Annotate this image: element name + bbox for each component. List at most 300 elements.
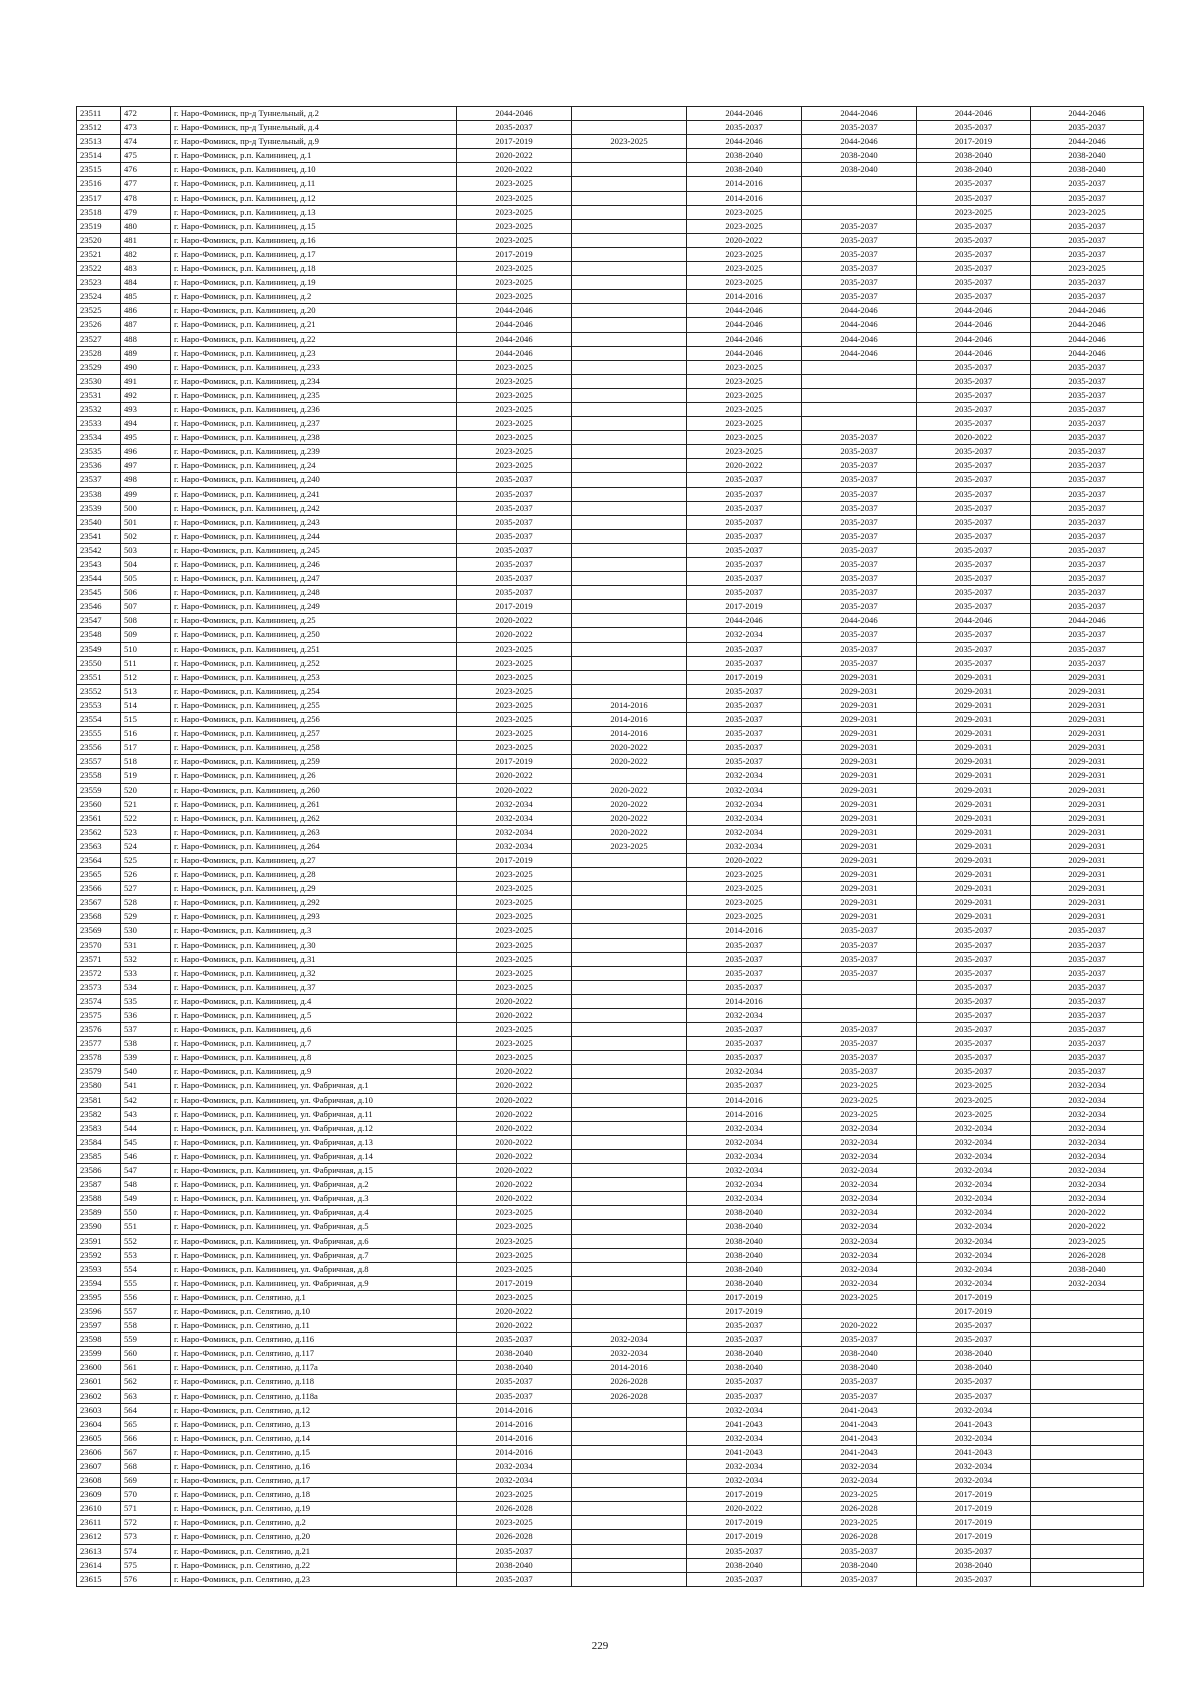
period-cell-1: 2044-2046	[457, 107, 572, 121]
period-cell-1: 2017-2019	[457, 247, 572, 261]
row-id-cell: 23530	[77, 374, 121, 388]
row-number-cell: 486	[121, 304, 171, 318]
period-cell-3: 2014-2016	[687, 177, 802, 191]
row-number-cell: 485	[121, 290, 171, 304]
period-cell-2: 2014-2016	[572, 713, 687, 727]
period-cell-2	[572, 149, 687, 163]
table-row	[77, 1572, 1144, 1586]
period-cell-2	[572, 1319, 687, 1333]
address-cell: г. Наро-Фоминск, р.п. Калининец, д.292	[171, 896, 457, 910]
period-cell-2	[572, 1220, 687, 1234]
row-number-cell: 540	[121, 1065, 171, 1079]
row-id-cell: 23576	[77, 1023, 121, 1037]
row-number-cell: 564	[121, 1403, 171, 1417]
table-row	[77, 882, 1144, 896]
period-cell-2	[572, 572, 687, 586]
table-row	[77, 614, 1144, 628]
row-number-cell: 477	[121, 177, 171, 191]
row-number-cell: 559	[121, 1333, 171, 1347]
period-cell-6	[1031, 1361, 1144, 1375]
period-cell-6: 2035-2037	[1031, 1065, 1144, 1079]
period-cell-1: 2020-2022	[457, 1065, 572, 1079]
period-cell-3: 2038-2040	[687, 1558, 802, 1572]
period-cell-4: 2035-2037	[802, 952, 917, 966]
row-id-cell: 23553	[77, 698, 121, 712]
row-id-cell: 23532	[77, 402, 121, 416]
table-row	[77, 1234, 1144, 1248]
period-cell-3: 2017-2019	[687, 1290, 802, 1304]
period-cell-2	[572, 501, 687, 515]
row-number-cell: 493	[121, 402, 171, 416]
period-cell-5: 2035-2037	[917, 219, 1031, 233]
row-id-cell: 23589	[77, 1206, 121, 1220]
period-cell-6: 2023-2025	[1031, 262, 1144, 276]
period-cell-2	[572, 924, 687, 938]
period-cell-1: 2023-2025	[457, 1220, 572, 1234]
address-cell: г. Наро-Фоминск, р.п. Калининец, д.23	[171, 346, 457, 360]
period-cell-4: 2044-2046	[802, 107, 917, 121]
row-id-cell: 23606	[77, 1445, 121, 1459]
period-cell-3: 2023-2025	[687, 388, 802, 402]
period-cell-3: 2035-2037	[687, 966, 802, 980]
period-cell-4	[802, 191, 917, 205]
period-cell-6: 2035-2037	[1031, 459, 1144, 473]
period-cell-2	[572, 233, 687, 247]
row-number-cell: 554	[121, 1262, 171, 1276]
row-id-cell: 23587	[77, 1178, 121, 1192]
period-cell-6	[1031, 1445, 1144, 1459]
period-cell-4: 2035-2037	[802, 1544, 917, 1558]
address-cell: г. Наро-Фоминск, р.п. Калининец, ул. Фабричная, д.8	[171, 1262, 457, 1276]
period-cell-3: 2044-2046	[687, 346, 802, 360]
address-cell: г. Наро-Фоминск, р.п. Селятино, д.116	[171, 1333, 457, 1347]
period-cell-3: 2017-2019	[687, 600, 802, 614]
row-id-cell: 23595	[77, 1290, 121, 1304]
row-id-cell: 23521	[77, 247, 121, 261]
table-row	[77, 318, 1144, 332]
row-id-cell: 23515	[77, 163, 121, 177]
period-cell-5: 2035-2037	[917, 924, 1031, 938]
period-cell-6: 2032-2034	[1031, 1107, 1144, 1121]
period-cell-3: 2038-2040	[687, 1276, 802, 1290]
table-row	[77, 388, 1144, 402]
period-cell-3: 2020-2022	[687, 1502, 802, 1516]
row-id-cell: 23594	[77, 1276, 121, 1290]
row-id-cell: 23608	[77, 1474, 121, 1488]
period-cell-6	[1031, 1389, 1144, 1403]
table-row	[77, 713, 1144, 727]
table-row	[77, 628, 1144, 642]
period-cell-4: 2035-2037	[802, 938, 917, 952]
period-cell-3: 2032-2034	[687, 628, 802, 642]
period-cell-5: 2032-2034	[917, 1164, 1031, 1178]
period-cell-4	[802, 205, 917, 219]
row-number-cell: 501	[121, 515, 171, 529]
row-id-cell: 23516	[77, 177, 121, 191]
table-row	[77, 177, 1144, 191]
period-cell-1: 2035-2037	[457, 558, 572, 572]
period-cell-4: 2032-2034	[802, 1220, 917, 1234]
period-cell-5: 2032-2034	[917, 1220, 1031, 1234]
row-number-cell: 539	[121, 1051, 171, 1065]
period-cell-2	[572, 1431, 687, 1445]
period-cell-4: 2038-2040	[802, 1347, 917, 1361]
period-cell-4: 2035-2037	[802, 219, 917, 233]
period-cell-6: 2020-2022	[1031, 1220, 1144, 1234]
row-number-cell: 558	[121, 1319, 171, 1333]
address-cell: г. Наро-Фоминск, р.п. Калининец, ул. Фабричная, д.12	[171, 1121, 457, 1135]
period-cell-6: 2029-2031	[1031, 741, 1144, 755]
period-cell-1: 2020-2022	[457, 1192, 572, 1206]
row-id-cell: 23585	[77, 1149, 121, 1163]
row-id-cell: 23556	[77, 741, 121, 755]
period-cell-2	[572, 515, 687, 529]
period-cell-4: 2023-2025	[802, 1093, 917, 1107]
row-id-cell: 23527	[77, 332, 121, 346]
table-row	[77, 797, 1144, 811]
period-cell-3: 2044-2046	[687, 304, 802, 318]
period-cell-4: 2026-2028	[802, 1530, 917, 1544]
period-cell-5: 2029-2031	[917, 727, 1031, 741]
period-cell-6	[1031, 1572, 1144, 1586]
period-cell-3: 2032-2034	[687, 1192, 802, 1206]
table-row	[77, 417, 1144, 431]
row-number-cell: 552	[121, 1234, 171, 1248]
row-number-cell: 502	[121, 529, 171, 543]
period-cell-5: 2041-2043	[917, 1417, 1031, 1431]
row-number-cell: 510	[121, 642, 171, 656]
period-cell-2	[572, 1445, 687, 1459]
period-cell-1: 2032-2034	[457, 825, 572, 839]
period-cell-6: 2032-2034	[1031, 1149, 1144, 1163]
period-cell-1: 2044-2046	[457, 304, 572, 318]
row-number-cell: 550	[121, 1206, 171, 1220]
period-cell-5: 2038-2040	[917, 149, 1031, 163]
period-cell-5: 2017-2019	[917, 1488, 1031, 1502]
period-cell-6: 2023-2025	[1031, 1234, 1144, 1248]
period-cell-3: 2044-2046	[687, 107, 802, 121]
period-cell-4: 2029-2031	[802, 853, 917, 867]
row-id-cell: 23555	[77, 727, 121, 741]
period-cell-3: 2044-2046	[687, 318, 802, 332]
period-cell-3: 2035-2037	[687, 1572, 802, 1586]
table-row	[77, 586, 1144, 600]
period-cell-5: 2029-2031	[917, 868, 1031, 882]
period-cell-1: 2020-2022	[457, 1079, 572, 1093]
table-row	[77, 1023, 1144, 1037]
period-cell-1: 2035-2037	[457, 121, 572, 135]
period-cell-4: 2035-2037	[802, 247, 917, 261]
table-row	[77, 853, 1144, 867]
period-cell-2	[572, 628, 687, 642]
period-cell-3: 2035-2037	[687, 586, 802, 600]
period-cell-3: 2020-2022	[687, 459, 802, 473]
period-cell-4: 2023-2025	[802, 1488, 917, 1502]
address-cell: г. Наро-Фоминск, р.п. Селятино, д.117а	[171, 1361, 457, 1375]
row-number-cell: 536	[121, 1009, 171, 1023]
address-cell: г. Наро-Фоминск, р.п. Калининец, ул. Фабричная, д.1	[171, 1079, 457, 1093]
period-cell-2	[572, 586, 687, 600]
address-cell: г. Наро-Фоминск, р.п. Калининец, д.253	[171, 670, 457, 684]
table-row	[77, 1502, 1144, 1516]
period-cell-3: 2014-2016	[687, 994, 802, 1008]
period-cell-6: 2032-2034	[1031, 1121, 1144, 1135]
row-number-cell: 555	[121, 1276, 171, 1290]
period-cell-6: 2032-2034	[1031, 1164, 1144, 1178]
period-cell-1: 2035-2037	[457, 543, 572, 557]
period-cell-6: 2035-2037	[1031, 445, 1144, 459]
period-cell-2	[572, 1093, 687, 1107]
period-cell-2	[572, 304, 687, 318]
period-cell-2	[572, 558, 687, 572]
row-number-cell: 505	[121, 572, 171, 586]
address-cell: г. Наро-Фоминск, р.п. Калининец, д.259	[171, 755, 457, 769]
table-row	[77, 952, 1144, 966]
period-cell-2	[572, 670, 687, 684]
period-cell-5: 2035-2037	[917, 417, 1031, 431]
period-cell-4: 2041-2043	[802, 1431, 917, 1445]
address-cell: г. Наро-Фоминск, р.п. Калининец, д.263	[171, 825, 457, 839]
period-cell-5: 2023-2025	[917, 1093, 1031, 1107]
address-cell: г. Наро-Фоминск, р.п. Калининец, ул. Фабричная, д.2	[171, 1178, 457, 1192]
period-cell-5: 2044-2046	[917, 614, 1031, 628]
period-cell-4: 2035-2037	[802, 1389, 917, 1403]
row-number-cell: 497	[121, 459, 171, 473]
period-cell-2	[572, 938, 687, 952]
address-cell: г. Наро-Фоминск, р.п. Селятино, д.17	[171, 1474, 457, 1488]
row-id-cell: 23562	[77, 825, 121, 839]
address-cell: г. Наро-Фоминск, р.п. Калининец, д.264	[171, 839, 457, 853]
row-id-cell: 23545	[77, 586, 121, 600]
period-cell-2	[572, 1234, 687, 1248]
period-cell-2	[572, 642, 687, 656]
period-cell-2	[572, 1474, 687, 1488]
period-cell-4: 2044-2046	[802, 318, 917, 332]
period-cell-1: 2038-2040	[457, 1347, 572, 1361]
table-row	[77, 994, 1144, 1008]
period-cell-2	[572, 1530, 687, 1544]
row-id-cell: 23603	[77, 1403, 121, 1417]
period-cell-2	[572, 980, 687, 994]
period-cell-4: 2041-2043	[802, 1445, 917, 1459]
row-number-cell: 557	[121, 1304, 171, 1318]
period-cell-3: 2041-2043	[687, 1445, 802, 1459]
period-cell-6: 2035-2037	[1031, 247, 1144, 261]
period-cell-2	[572, 529, 687, 543]
period-cell-5: 2017-2019	[917, 1530, 1031, 1544]
address-cell: г. Наро-Фоминск, р.п. Калининец, д.18	[171, 262, 457, 276]
row-number-cell: 573	[121, 1530, 171, 1544]
period-cell-4: 2035-2037	[802, 1051, 917, 1065]
period-cell-1: 2020-2022	[457, 1164, 572, 1178]
period-cell-2	[572, 1248, 687, 1262]
period-cell-2	[572, 1460, 687, 1474]
period-cell-5: 2029-2031	[917, 741, 1031, 755]
row-id-cell: 23563	[77, 839, 121, 853]
period-cell-6: 2035-2037	[1031, 628, 1144, 642]
address-cell: г. Наро-Фоминск, р.п. Селятино, д.117	[171, 1347, 457, 1361]
period-cell-2	[572, 1417, 687, 1431]
row-id-cell: 23598	[77, 1333, 121, 1347]
period-cell-1: 2035-2037	[457, 1544, 572, 1558]
period-cell-6	[1031, 1304, 1144, 1318]
period-cell-3: 2035-2037	[687, 1319, 802, 1333]
period-cell-6	[1031, 1558, 1144, 1572]
row-id-cell: 23609	[77, 1488, 121, 1502]
period-cell-6: 2029-2031	[1031, 882, 1144, 896]
row-number-cell: 560	[121, 1347, 171, 1361]
address-cell: г. Наро-Фоминск, р.п. Селятино, д.18	[171, 1488, 457, 1502]
table-row	[77, 149, 1144, 163]
period-cell-4: 2035-2037	[802, 459, 917, 473]
period-cell-2	[572, 388, 687, 402]
period-cell-1: 2017-2019	[457, 853, 572, 867]
period-cell-4: 2032-2034	[802, 1234, 917, 1248]
row-id-cell: 23597	[77, 1319, 121, 1333]
table-row	[77, 980, 1144, 994]
table-row	[77, 1304, 1144, 1318]
period-cell-5: 2017-2019	[917, 1516, 1031, 1530]
period-cell-3: 2035-2037	[687, 1079, 802, 1093]
period-cell-1: 2020-2022	[457, 163, 572, 177]
row-id-cell: 23615	[77, 1572, 121, 1586]
period-cell-5: 2017-2019	[917, 1502, 1031, 1516]
period-cell-5: 2032-2034	[917, 1192, 1031, 1206]
period-cell-1: 2020-2022	[457, 628, 572, 642]
period-cell-6: 2038-2040	[1031, 1262, 1144, 1276]
row-number-cell: 548	[121, 1178, 171, 1192]
period-cell-1: 2020-2022	[457, 1149, 572, 1163]
period-cell-2	[572, 1178, 687, 1192]
row-id-cell: 23519	[77, 219, 121, 233]
row-number-cell: 515	[121, 713, 171, 727]
period-cell-4: 2029-2031	[802, 670, 917, 684]
period-cell-2	[572, 374, 687, 388]
period-cell-5: 2029-2031	[917, 839, 1031, 853]
period-cell-1: 2023-2025	[457, 966, 572, 980]
period-cell-4: 2035-2037	[802, 290, 917, 304]
period-cell-5: 2032-2034	[917, 1474, 1031, 1488]
table-row	[77, 741, 1144, 755]
period-cell-6: 2035-2037	[1031, 388, 1144, 402]
period-cell-6: 2035-2037	[1031, 600, 1144, 614]
period-cell-1: 2023-2025	[457, 290, 572, 304]
period-cell-6: 2035-2037	[1031, 177, 1144, 191]
address-cell: г. Наро-Фоминск, р.п. Селятино, д.11	[171, 1319, 457, 1333]
period-cell-6: 2035-2037	[1031, 276, 1144, 290]
address-cell: г. Наро-Фоминск, пр-д Туннельный, д.9	[171, 135, 457, 149]
period-cell-1: 2035-2037	[457, 1389, 572, 1403]
period-cell-2	[572, 1037, 687, 1051]
row-number-cell: 547	[121, 1164, 171, 1178]
period-cell-2	[572, 473, 687, 487]
period-cell-1: 2023-2025	[457, 417, 572, 431]
row-number-cell: 571	[121, 1502, 171, 1516]
row-number-cell: 488	[121, 332, 171, 346]
row-id-cell: 23583	[77, 1121, 121, 1135]
period-cell-5: 2029-2031	[917, 825, 1031, 839]
table-row	[77, 1121, 1144, 1135]
period-cell-1: 2020-2022	[457, 783, 572, 797]
period-cell-3: 2044-2046	[687, 332, 802, 346]
table-row	[77, 431, 1144, 445]
period-cell-4: 2032-2034	[802, 1474, 917, 1488]
period-cell-6: 2035-2037	[1031, 402, 1144, 416]
period-cell-5: 2035-2037	[917, 501, 1031, 515]
period-cell-2	[572, 614, 687, 628]
period-cell-2: 2014-2016	[572, 727, 687, 741]
period-cell-4: 2035-2037	[802, 924, 917, 938]
row-id-cell: 23552	[77, 684, 121, 698]
period-cell-3: 2032-2034	[687, 839, 802, 853]
period-cell-1: 2023-2025	[457, 205, 572, 219]
period-cell-3: 2035-2037	[687, 543, 802, 557]
period-cell-5: 2029-2031	[917, 882, 1031, 896]
period-cell-4: 2038-2040	[802, 1558, 917, 1572]
address-cell: г. Наро-Фоминск, р.п. Калининец, ул. Фабричная, д.10	[171, 1093, 457, 1107]
period-cell-6: 2032-2034	[1031, 1276, 1144, 1290]
period-cell-1: 2020-2022	[457, 769, 572, 783]
period-cell-5: 2035-2037	[917, 1037, 1031, 1051]
row-number-cell: 519	[121, 769, 171, 783]
period-cell-4: 2029-2031	[802, 896, 917, 910]
period-cell-5: 2032-2034	[917, 1262, 1031, 1276]
period-cell-1: 2023-2025	[457, 642, 572, 656]
table-row	[77, 121, 1144, 135]
address-cell: г. Наро-Фоминск, р.п. Калининец, д.235	[171, 388, 457, 402]
period-cell-6: 2032-2034	[1031, 1135, 1144, 1149]
table-row	[77, 276, 1144, 290]
period-cell-6: 2035-2037	[1031, 501, 1144, 515]
row-id-cell: 23596	[77, 1304, 121, 1318]
period-cell-4: 2035-2037	[802, 558, 917, 572]
table-row	[77, 910, 1144, 924]
period-cell-1: 2032-2034	[457, 811, 572, 825]
period-cell-6: 2035-2037	[1031, 966, 1144, 980]
period-cell-2	[572, 1107, 687, 1121]
period-cell-4: 2035-2037	[802, 1572, 917, 1586]
table-row	[77, 783, 1144, 797]
address-cell: г. Наро-Фоминск, р.п. Селятино, д.118	[171, 1375, 457, 1389]
table-row	[77, 642, 1144, 656]
address-cell: г. Наро-Фоминск, р.п. Калининец, д.15	[171, 219, 457, 233]
period-cell-4	[802, 374, 917, 388]
period-cell-5: 2044-2046	[917, 332, 1031, 346]
period-cell-4	[802, 994, 917, 1008]
row-id-cell: 23542	[77, 543, 121, 557]
row-id-cell: 23544	[77, 572, 121, 586]
period-cell-6: 2035-2037	[1031, 572, 1144, 586]
period-cell-5: 2035-2037	[917, 656, 1031, 670]
row-id-cell: 23564	[77, 853, 121, 867]
address-cell: г. Наро-Фоминск, р.п. Калининец, ул. Фабричная, д.13	[171, 1135, 457, 1149]
period-cell-4	[802, 177, 917, 191]
row-number-cell: 494	[121, 417, 171, 431]
row-id-cell: 23548	[77, 628, 121, 642]
period-cell-4	[802, 402, 917, 416]
address-cell: г. Наро-Фоминск, р.п. Калининец, д.236	[171, 402, 457, 416]
period-cell-1: 2035-2037	[457, 487, 572, 501]
period-cell-1: 2023-2025	[457, 374, 572, 388]
period-cell-1: 2023-2025	[457, 219, 572, 233]
period-cell-1: 2026-2028	[457, 1530, 572, 1544]
table-row	[77, 445, 1144, 459]
period-cell-5: 2038-2040	[917, 1361, 1031, 1375]
row-id-cell: 23592	[77, 1248, 121, 1262]
row-number-cell: 513	[121, 684, 171, 698]
period-cell-2	[572, 600, 687, 614]
address-cell: г. Наро-Фоминск, р.п. Калининец, д.19	[171, 276, 457, 290]
